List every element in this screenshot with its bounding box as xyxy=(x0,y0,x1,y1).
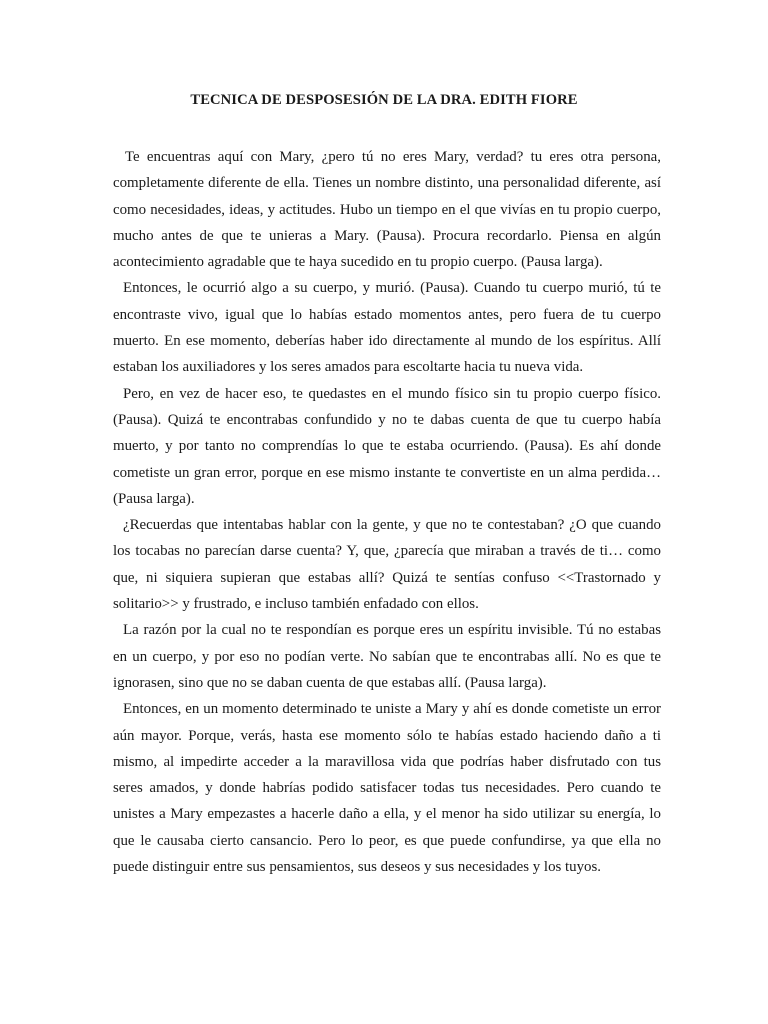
paragraph-2: Entonces, le ocurrió algo a su cuerpo, y murió. (Pausa). Cuando tu cuerpo murió, tú te encontraste vivo, igual que lo habías estado momentos antes, pero fuera de tu cuerpo muerto. En ese momento, deberías haber ido directamente al mundo de los espíritus. Allí estaban los auxiliadores y los seres amados para escoltarte hacia tu nueva vida. xyxy=(113,280,661,376)
document-title: TECNICA DE DESPOSESIÓN DE LA DRA. EDITH FIORE xyxy=(190,92,578,108)
paragraph-4: ¿Recuerdas que intentabas hablar con la gente, y que no te contestaban? ¿O que cuando los tocabas no parecían darse cuenta? Y, que, ¿parecía que miraban a través de ti… como que, ni siquiera supieran que estabas allí? Quizá te sentías confuso <<Trastornado y solitario>> y frustrado, e incluso también enfadado con ellos. xyxy=(113,517,661,613)
paragraph-3: Pero, en vez de hacer eso, te quedastes en el mundo físico sin tu propio cuerpo físico. (Pausa). Quizá te encontrabas confundido y no te dabas cuenta de que tu cuerpo había muerto, y por tanto no comprendías lo que te estaba ocurriendo. (Pausa). Es ahí donde cometiste un gran error, porque en ese mismo instante te convertiste en un alma perdida… (Pausa larga). xyxy=(113,385,661,507)
paragraph-5: La razón por la cual no te respondían es porque eres un espíritu invisible. Tú no estabas en un cuerpo, y por eso no podían verte. No sabían que te encontrabas allí. No es que te ignorasen, sino que no se daban cuenta de que estabas allí. (Pausa larga). xyxy=(113,622,661,691)
paragraph-1: Te encuentras aquí con Mary, ¿pero tú no eres Mary, verdad? tu eres otra persona, completamente diferente de ella. Tienes un nombre distinto, una personalidad diferente, así como necesidades, ideas, y actitudes. Hubo un tiempo en el que vivías en tu propio cuerpo, mucho antes de que te unieras a Mary. (Pausa). Procura recordarlo. Piensa en algún acontecimiento agradable que te haya sucedido en tu propio cuerpo. (Pausa larga). xyxy=(113,149,661,271)
paragraph-6: Entonces, en un momento determinado te uniste a Mary y ahí es donde cometiste un error aún mayor. Porque, verás, hasta ese momento sólo te habías estado haciendo daño a ti mismo, al impedirte acceder a la maravillosa vida que podrías haber disfrutado con tus seres amados, y donde habrías podido satisfacer todas tus necesidades. Pero cuando te unistes a Mary empezastes a hacerle daño a ella, y el menor ha sido utilizar su energía, lo que le causaba cierto cansancio. Pero lo peor, es que puede confundirse, ya que ella no puede distinguir entre sus pensamientos, sus deseos y sus necesidades y los tuyos. xyxy=(113,701,661,876)
document-body xyxy=(113,144,661,880)
